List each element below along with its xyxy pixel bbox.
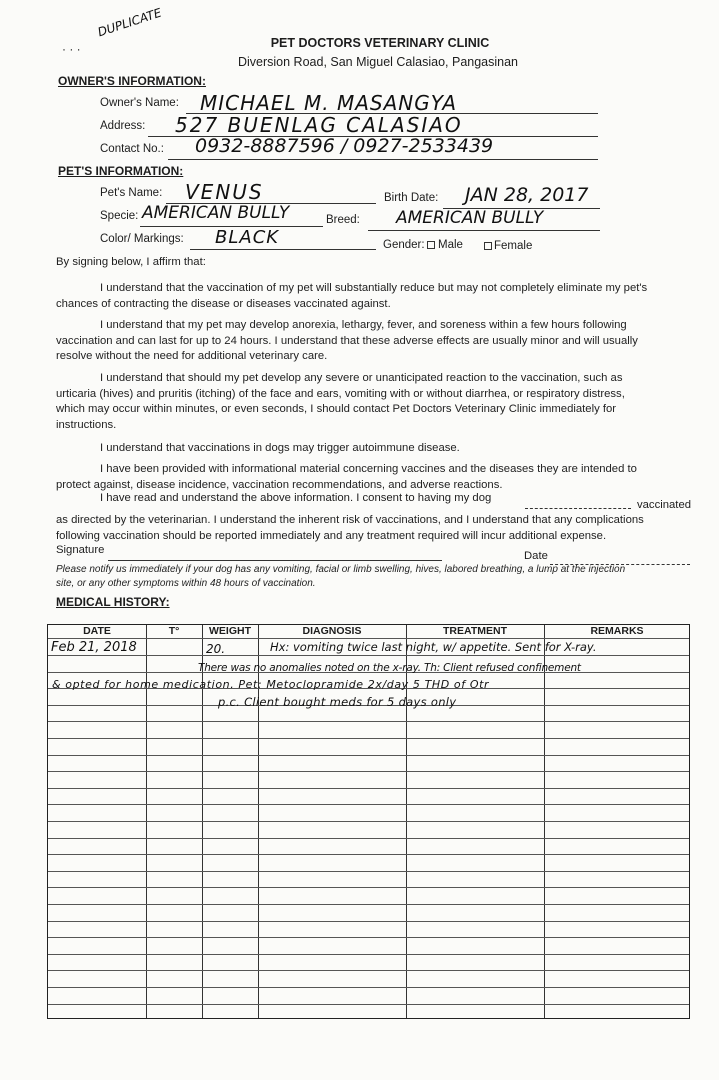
consent-p1-line: I understand that the vaccination of my pet will substantially reduce but may not completely eliminate my pet's — [100, 282, 648, 294]
consent-p2-line: I understand that my pet may develop anorexia, lethargy, fever, and soreness within a few hours following — [100, 319, 627, 331]
color-value: BLACK — [215, 227, 280, 248]
consent-p6-line: as directed by the veterinarian. I understand the inherent risk of vaccinations, and I understand that any complications — [56, 514, 644, 526]
pet-name-value: VENUS — [185, 180, 264, 204]
consent-p2-line: resolve without the need for additional veterinary care. — [56, 350, 328, 362]
birth-date-label: Birth Date: — [384, 192, 439, 204]
consent-p6-line: following vaccination should be reported immediately and any treatment required will incur additional expense. — [56, 529, 607, 542]
stamp-dots: · · · — [62, 42, 81, 56]
owner-name-label: Owner's Name: — [100, 97, 179, 109]
owner-name-value: MICHAEL M. MASANGYA — [200, 91, 458, 115]
table-row-rule — [48, 871, 689, 872]
address-label: Address: — [100, 120, 146, 132]
signature-label: Signature — [56, 544, 105, 556]
consent-p3-line: urticaria (hives) and pruritis (itching) of the face and ears, vomiting with or without diarrhea, or respiratory distress, — [56, 387, 625, 400]
col-header-temp: T° — [168, 625, 180, 637]
signature-line[interactable] — [108, 560, 442, 561]
table-row-rule — [48, 1004, 689, 1005]
col-header-diagnosis: DIAGNOSIS — [302, 625, 362, 637]
entry-line-2: There was no anomalies noted on the x-ray. Th: Client refused confinement — [198, 662, 581, 674]
table-row-rule — [48, 821, 689, 822]
table-row-rule — [48, 804, 689, 805]
table-row-rule — [48, 854, 689, 855]
consent-paragraph-1 — [56, 281, 696, 312]
consent-paragraph-6 — [56, 513, 696, 544]
consent-p1-line: chances of contracting the disease or diseases vaccinated against. — [56, 297, 391, 310]
table-row-rule — [48, 954, 689, 955]
consent-p3-line: instructions. — [56, 418, 117, 431]
table-row-rule — [48, 655, 689, 656]
table-row-rule — [48, 838, 689, 839]
breed-line — [368, 230, 600, 231]
consent-paragraph-4 — [100, 441, 700, 457]
consent-p3-line: I understand that should my pet develop any severe or unanticipated reaction to the vaccination, such as — [100, 372, 623, 384]
table-row-rule — [48, 987, 689, 988]
entry-weight: 20. — [206, 642, 226, 656]
col-header-date: DATE — [83, 625, 111, 637]
consent-p3-line: which may occur within minutes, or even seconds, I should contact Pet Doctors Veterinary Clinic immediately for — [56, 403, 617, 415]
pet-name-label: Pet's Name: — [100, 187, 163, 199]
col-header-treatment: TREATMENT — [443, 625, 507, 637]
table-row-rule — [48, 921, 689, 922]
notice-line: Please notify us immediately if your dog has any vomiting, facial or limb swelling, hives, labored breathing, a lump at the injection — [56, 564, 626, 575]
color-label: Color/ Markings: — [100, 233, 184, 245]
entry-line-4: p.c. Client bought meds for 5 days only — [218, 695, 457, 709]
table-row-rule — [48, 904, 689, 905]
pet-heading: PET'S INFORMATION: — [58, 164, 184, 178]
color-line — [190, 249, 376, 250]
consent-p5-line: protect against, disease incidence, vaccination recommendations, and adverse reactions. — [56, 478, 503, 491]
col-header-weight: WEIGHT — [209, 625, 251, 637]
clinic-address: Diversion Road, San Miguel Calasiao, Pangasinan — [237, 55, 519, 69]
consent-p6-start: I have read and understand the above information. I consent to having my dog — [100, 492, 492, 504]
table-row-rule — [48, 937, 689, 938]
birth-date-value: JAN 28, 2017 — [465, 184, 589, 206]
contact-line — [168, 159, 598, 160]
address-value: 527 BUENLAG CALASIAO — [175, 113, 463, 137]
consent-paragraph-2 — [56, 318, 696, 365]
consent-p5-line: I have been provided with informational material concerning vaccines and the diseases they are intended to — [100, 463, 637, 475]
specie-label: Specie: — [100, 210, 139, 222]
notify-notice — [56, 563, 696, 591]
specie-value: AMERICAN BULLY — [142, 203, 290, 223]
female-checkbox[interactable] — [484, 242, 492, 250]
medical-history-table — [47, 624, 690, 1019]
consent-p4-line: I understand that vaccinations in dogs may trigger autoimmune disease. — [100, 442, 460, 454]
contact-value: 0932-8887596 / 0927-2533439 — [195, 135, 494, 157]
clinic-name: PET DOCTORS VETERINARY CLINIC — [270, 36, 490, 50]
female-label: Female — [494, 240, 533, 252]
entry-date: Feb 21, 2018 — [51, 640, 137, 655]
consent-paragraph-5 — [56, 462, 696, 493]
breed-value: AMERICAN BULLY — [396, 208, 544, 228]
entry-line-1: Hx: vomiting twice last night, w/ appetite. Sent for X-ray. — [270, 640, 597, 654]
consent-p6-end: vaccinated — [637, 499, 692, 511]
consent-p2-line: vaccination and can last for up to 24 hours. I understand that these adverse effects are usually minor and will usually — [56, 334, 638, 347]
date-label: Date — [524, 550, 548, 562]
table-row-rule — [48, 738, 689, 739]
table-row-rule — [48, 771, 689, 772]
table-row-rule — [48, 755, 689, 756]
gender-label: Gender: — [383, 239, 425, 251]
consent-intro: By signing below, I affirm that: — [56, 256, 206, 268]
table-row-rule — [48, 721, 689, 722]
table-row-rule — [48, 970, 689, 971]
breed-label: Breed: — [326, 214, 360, 226]
table-row-rule — [48, 887, 689, 888]
consent-paragraph-3 — [56, 371, 696, 433]
contact-label: Contact No.: — [100, 143, 164, 155]
dog-name-blank[interactable] — [525, 508, 631, 509]
male-label: Male — [438, 239, 463, 251]
entry-line-3: & opted for home medication. Pet: Metoclopramide 2x/day 5 THD of Otr — [52, 678, 490, 691]
male-checkbox[interactable] — [427, 241, 435, 249]
col-header-remarks: REMARKS — [590, 625, 644, 637]
table-row-rule — [48, 638, 689, 639]
table-row-rule — [48, 788, 689, 789]
notice-line: site, or any other symptoms within 48 hours of vaccination. — [56, 578, 316, 589]
medical-history-heading: MEDICAL HISTORY: — [56, 595, 170, 609]
duplicate-stamp: DUPLICATE — [96, 5, 164, 40]
owner-heading: OWNER'S INFORMATION: — [58, 74, 206, 88]
